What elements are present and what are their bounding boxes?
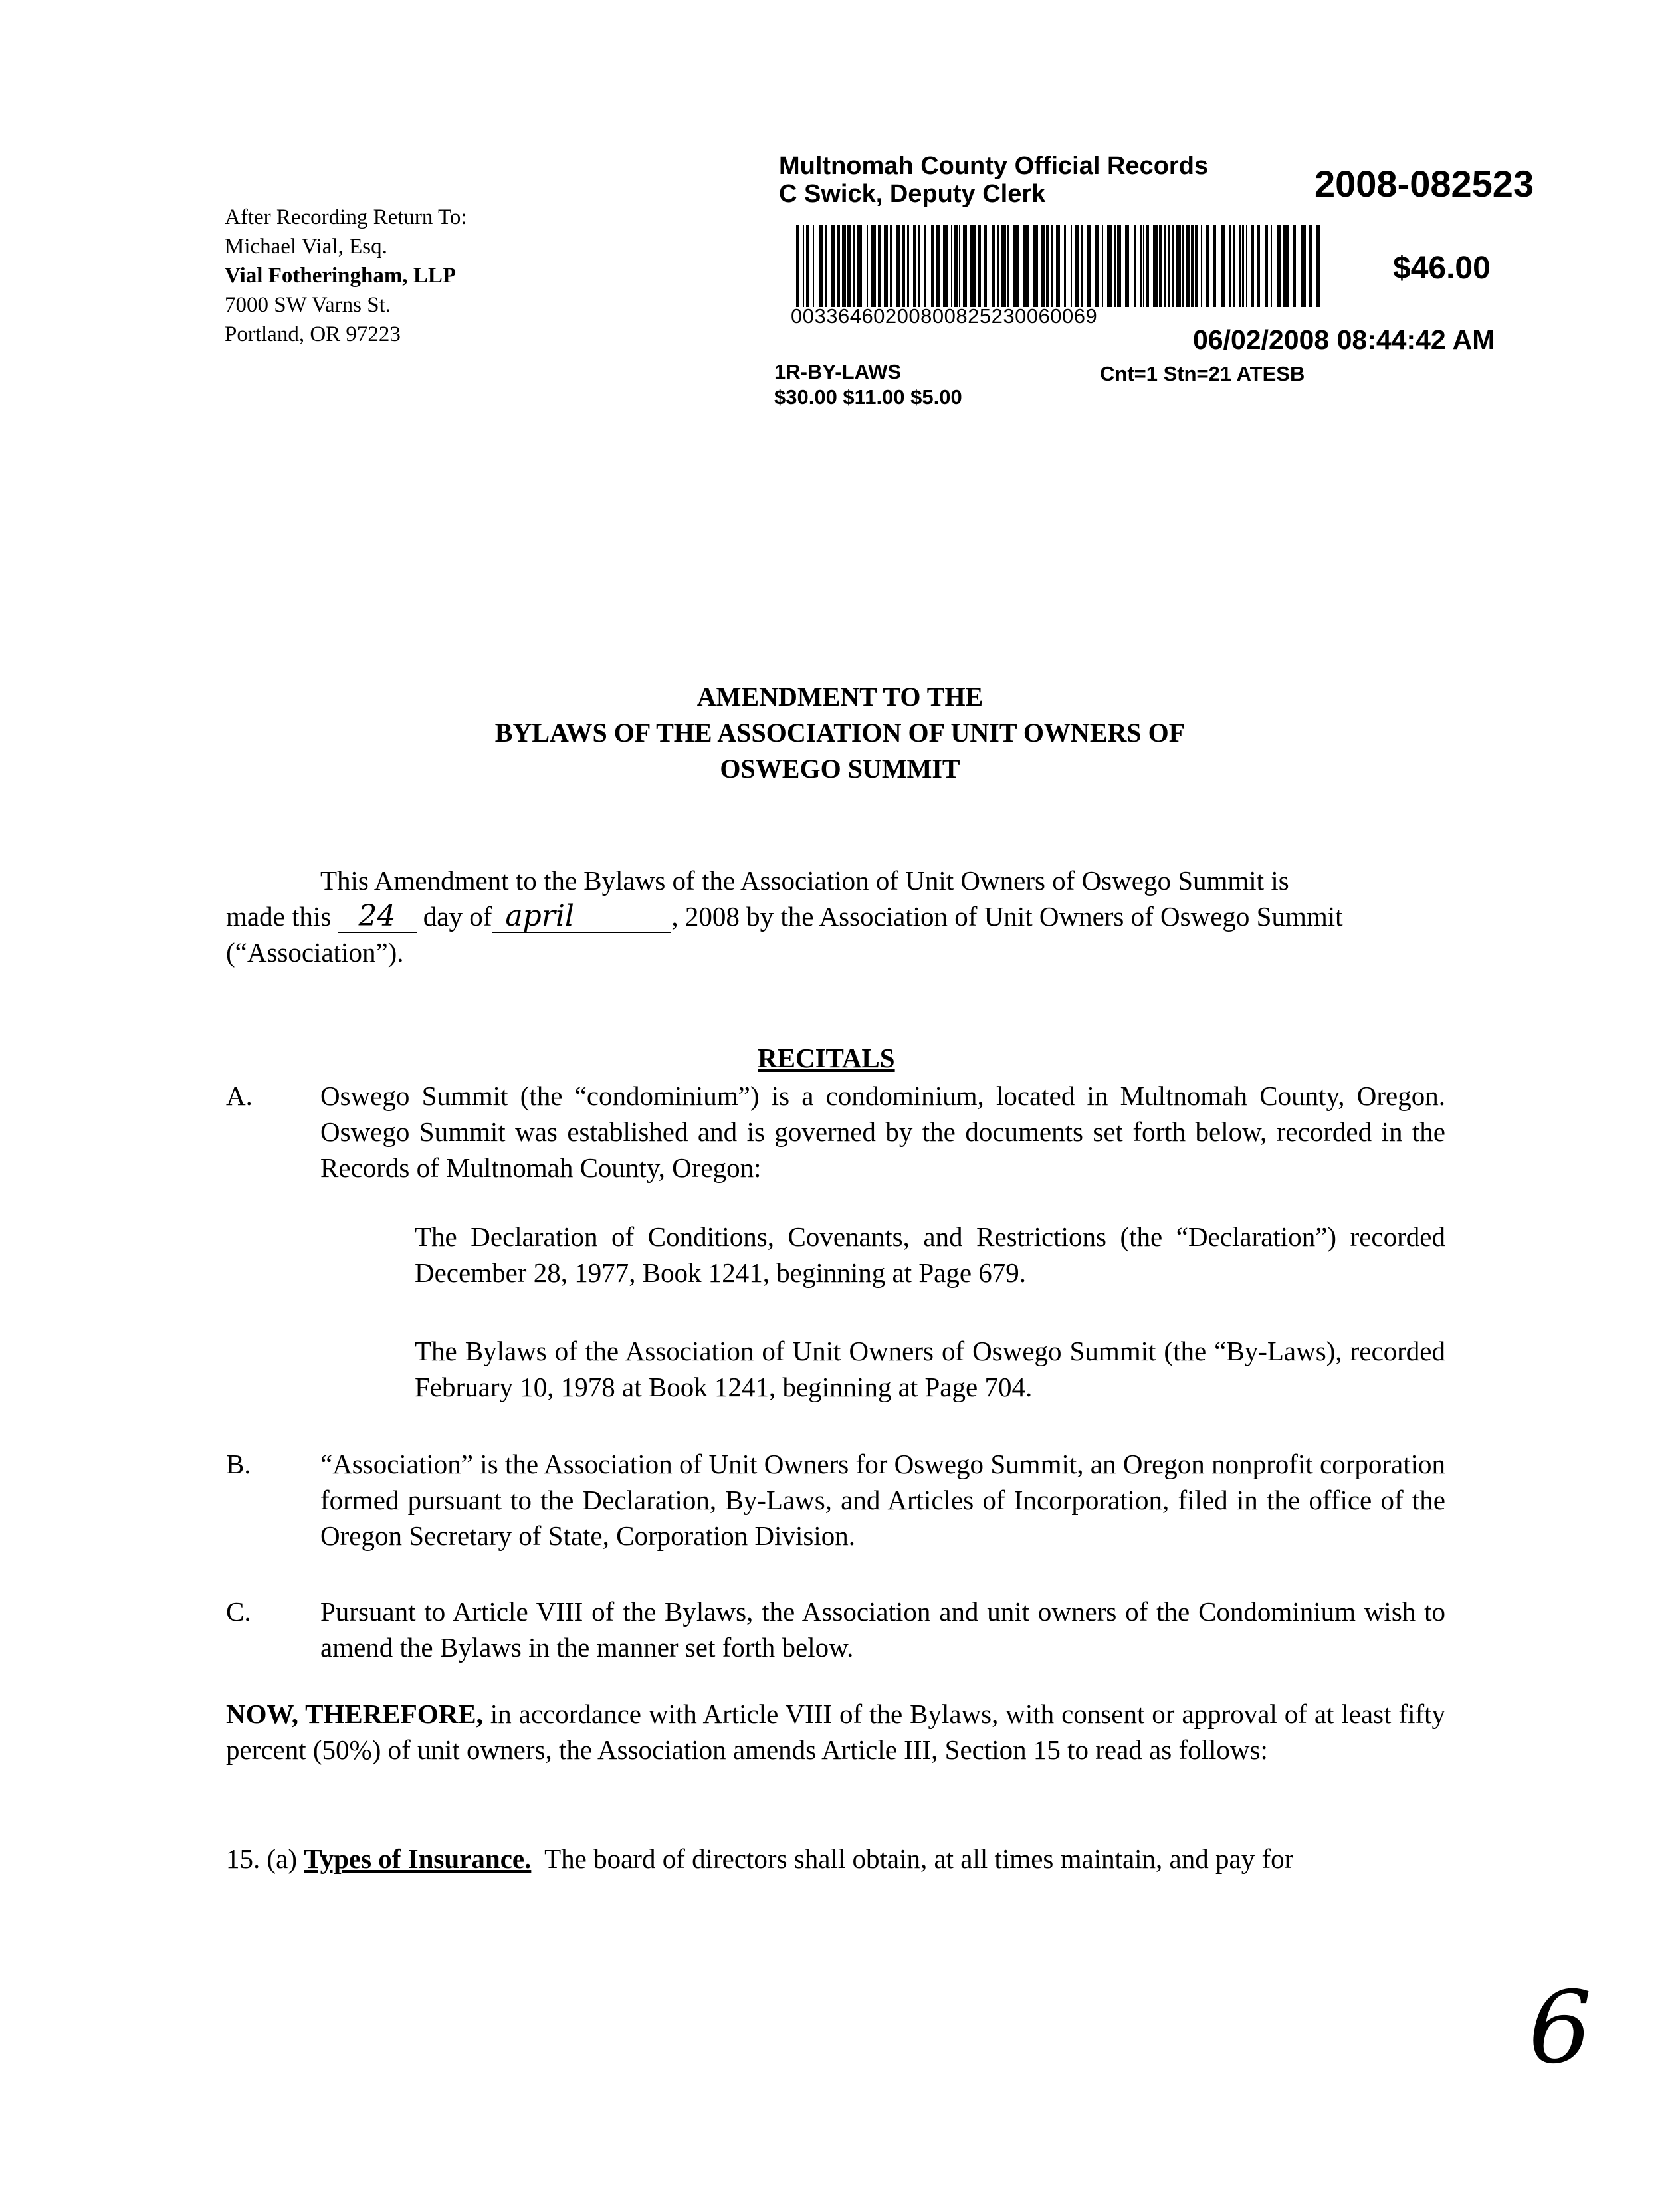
fee-breakdown: $30.00 $11.00 $5.00 (774, 385, 962, 409)
station-counts: Cnt=1 Stn=21 ATESB (1100, 362, 1305, 385)
day-value: 24 (338, 901, 417, 933)
return-name: Michael Vial, Esq. (225, 235, 387, 259)
recital-c-label: C. (226, 1596, 251, 1627)
section-15-number: 15. (a) (226, 1843, 304, 1874)
deputy-clerk: C Swick, Deputy Clerk (779, 180, 1046, 208)
page-mark: 6 (1528, 1970, 1592, 2086)
now-therefore-lead: NOW, THEREFORE, (226, 1699, 483, 1729)
made-this-text: made this (226, 901, 332, 932)
return-city: Portland, OR 97223 (225, 322, 401, 346)
recording-timestamp: 06/02/2008 08:44:42 AM (1193, 324, 1495, 355)
recital-a-bylaws: The Bylaws of the Association of Unit Owners of Oswego Summit (the “By-Laws), recorded February 10, 1978 at Book 1241, beginning at Page 704. (415, 1336, 1445, 1402)
recital-b-label: B. (226, 1449, 251, 1479)
recital-c-text: Pursuant to Article VIII of the Bylaws, the Association and unit owners of the Condominium wish to amend the Bylaws in the manner set forth below. (320, 1596, 1445, 1663)
title-line-2: BYLAWS OF THE ASSOCIATION OF UNIT OWNERS OF (494, 718, 1186, 748)
return-heading: After Recording Return To: (225, 205, 467, 229)
recital-a-label: A. (226, 1081, 253, 1111)
intro-rest-text: , 2008 by the Association of Unit Owners of Oswego Summit (671, 901, 1343, 932)
now-therefore-text: in accordance with Article VIII of the Bylaws, with consent or approval of at least fifty percent (50%) of unit owners, the Association amends Article III, Section 15 to read as follows: (226, 1699, 1446, 1765)
return-street: 7000 SW Varns St. (225, 293, 391, 317)
recital-b-text: “Association” is the Association of Unit Owners for Oswego Summit, an Oregon nonprofit corporation formed pursuant to the Declaration, By-Laws, and Articles of Incorporation, filed in the office of the Oregon Secretary of State, Corporation Division. (320, 1449, 1445, 1551)
document-type: 1R-BY-LAWS (774, 360, 902, 383)
recording-office: Multnomah County Official Records (779, 152, 1209, 180)
intro-line-2 (226, 898, 1343, 934)
intro-line-1: This Amendment to the Bylaws of the Association of Unit Owners of Oswego Summit is (320, 865, 1289, 896)
barcode (796, 225, 1330, 307)
document-number: 2008-082523 (1314, 163, 1534, 205)
title-line-3: OSWEGO SUMMIT (720, 754, 960, 783)
now-therefore-paragraph (226, 1696, 1445, 1768)
return-address (225, 203, 467, 349)
section-15-text: The board of directors shall obtain, at all times maintain, and pay for (531, 1843, 1294, 1874)
section-15-heading: Types of Insurance. (304, 1843, 532, 1874)
recital-a-text: Oswego Summit (the “condominium”) is a condominium, located in Multnomah County, Oregon. Oswego Summit was established and is governed by the documents set forth below, recorded in the Records of Multnomah County, Oregon: (320, 1081, 1445, 1183)
section-15-line (226, 1841, 1293, 1877)
month-value: april (492, 901, 671, 933)
recital-a-declaration: The Declaration of Conditions, Covenants, and Restrictions (the “Declaration”) recorded December 28, 1977, Book 1241, beginning at Page 679. (415, 1221, 1445, 1288)
day-of-text: day of (423, 901, 492, 932)
return-firm: Vial Fotheringham, LLP (225, 264, 457, 288)
fee-total: $46.00 (1393, 251, 1491, 286)
barcode-number: 00336460200800825230060069 (791, 304, 1098, 328)
recitals-heading: RECITALS (758, 1043, 895, 1073)
document-title (0, 679, 1680, 787)
title-line-1: AMENDMENT TO THE (696, 682, 984, 712)
intro-line-3: (“Association”). (226, 937, 404, 968)
